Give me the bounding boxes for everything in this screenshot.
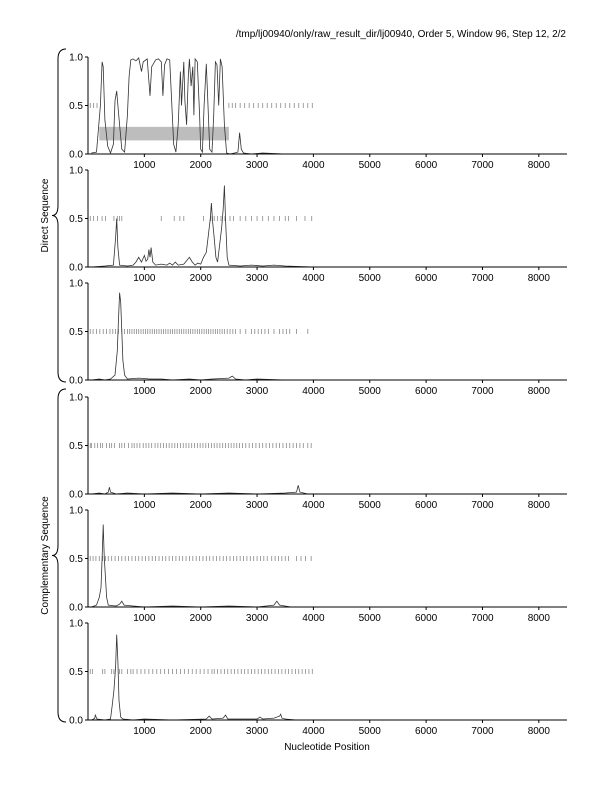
x-tick-label: 8000	[527, 613, 550, 624]
group-bracket	[52, 389, 66, 722]
x-tick-label: 2000	[189, 613, 212, 624]
x-tick-label: 5000	[358, 726, 381, 737]
x-tick-label: 4000	[302, 613, 325, 624]
x-tick-label: 5000	[358, 500, 381, 511]
chart-title: /tmp/lj00940/only/raw_result_dir/lj00940, Order 5, Window 96, Step 12, 2/2	[235, 29, 566, 40]
panel-4	[69, 393, 567, 512]
y-tick-label: 0.0	[69, 489, 83, 501]
x-tick-label: 2000	[189, 273, 212, 284]
x-tick-label: 8000	[527, 273, 550, 284]
group-bracket	[52, 49, 66, 382]
panel-3	[69, 279, 567, 398]
x-tick-label: 3000	[245, 386, 269, 397]
panels	[69, 53, 567, 738]
x-tick-label: 1000	[133, 726, 156, 737]
y-tick-label: 0.5	[69, 441, 83, 452]
x-tick-label: 5000	[358, 273, 381, 284]
series-line	[91, 293, 567, 380]
x-tick-label: 2000	[189, 726, 212, 737]
x-tick-label: 5000	[358, 386, 381, 397]
x-tick-label: 4000	[302, 726, 325, 737]
x-tick-label: 6000	[414, 273, 438, 284]
x-tick-label: 4000	[302, 160, 325, 171]
group-label: Complementary Sequence	[40, 496, 51, 615]
series-line	[91, 635, 567, 720]
x-tick-label: 2000	[189, 386, 212, 397]
y-tick-label: 1.0	[69, 618, 83, 630]
x-tick-label: 6000	[414, 613, 438, 624]
x-tick-label: 5000	[358, 160, 381, 171]
y-tick-label: 1.0	[69, 392, 83, 404]
panel-5	[69, 506, 567, 625]
series-line	[91, 525, 567, 608]
x-axis-label: Nucleotide Position	[284, 742, 370, 753]
group-2	[40, 389, 66, 722]
x-tick-label: 5000	[358, 613, 381, 624]
y-tick-label: 0.5	[69, 667, 83, 678]
marker-row	[90, 669, 312, 674]
x-tick-label: 8000	[527, 386, 550, 397]
x-tick-label: 6000	[414, 500, 438, 511]
x-tick-label: 8000	[527, 500, 550, 511]
x-tick-label: 6000	[414, 726, 438, 737]
group-brackets	[40, 49, 66, 722]
y-tick-label: 1.0	[69, 278, 83, 290]
marker-row	[90, 103, 312, 108]
x-tick-label: 1000	[133, 500, 156, 511]
x-tick-label: 3000	[245, 726, 269, 737]
x-tick-label: 7000	[471, 500, 494, 511]
x-tick-label: 4000	[302, 273, 325, 284]
x-tick-label: 7000	[471, 160, 494, 171]
x-tick-label: 8000	[527, 160, 550, 171]
y-tick-label: 0.0	[69, 602, 83, 614]
y-tick-label: 1.0	[69, 52, 83, 64]
marker-row	[90, 216, 311, 221]
y-tick-label: 0.0	[69, 715, 83, 727]
y-tick-label: 0.5	[69, 554, 83, 565]
x-tick-label: 3000	[245, 273, 269, 284]
y-tick-label: 0.0	[69, 149, 83, 161]
x-tick-label: 1000	[133, 273, 156, 284]
group-1	[40, 49, 66, 382]
x-tick-label: 7000	[471, 273, 494, 284]
marker-row	[90, 329, 308, 334]
marker-row	[90, 443, 311, 448]
x-tick-label: 1000	[133, 386, 156, 397]
x-tick-label: 2000	[189, 500, 212, 511]
x-tick-label: 4000	[302, 386, 325, 397]
x-tick-label: 1000	[133, 160, 156, 171]
group-label: Direct Sequence	[40, 178, 51, 253]
x-tick-label: 7000	[471, 726, 494, 737]
panel-2	[69, 166, 567, 285]
y-tick-label: 0.5	[69, 101, 83, 112]
y-tick-label: 1.0	[69, 505, 83, 517]
x-tick-label: 2000	[189, 160, 212, 171]
panel-1	[69, 53, 567, 172]
x-tick-label: 6000	[414, 386, 438, 397]
y-tick-label: 0.5	[69, 327, 83, 338]
x-tick-label: 3000	[245, 613, 269, 624]
marker-row	[90, 556, 311, 561]
panel-6	[69, 619, 567, 738]
x-tick-label: 4000	[302, 500, 325, 511]
x-tick-label: 3000	[245, 500, 269, 511]
y-tick-label: 0.0	[69, 375, 83, 387]
series-line	[91, 485, 567, 494]
x-tick-label: 8000	[527, 726, 550, 737]
x-tick-label: 6000	[414, 160, 438, 171]
x-tick-label: 7000	[471, 613, 494, 624]
series-line	[91, 186, 567, 268]
y-tick-label: 0.0	[69, 262, 83, 274]
y-tick-label: 0.5	[69, 214, 83, 225]
x-tick-label: 7000	[471, 386, 494, 397]
y-tick-label: 1.0	[69, 165, 83, 177]
x-tick-label: 1000	[133, 613, 156, 624]
x-tick-label: 3000	[245, 160, 269, 171]
